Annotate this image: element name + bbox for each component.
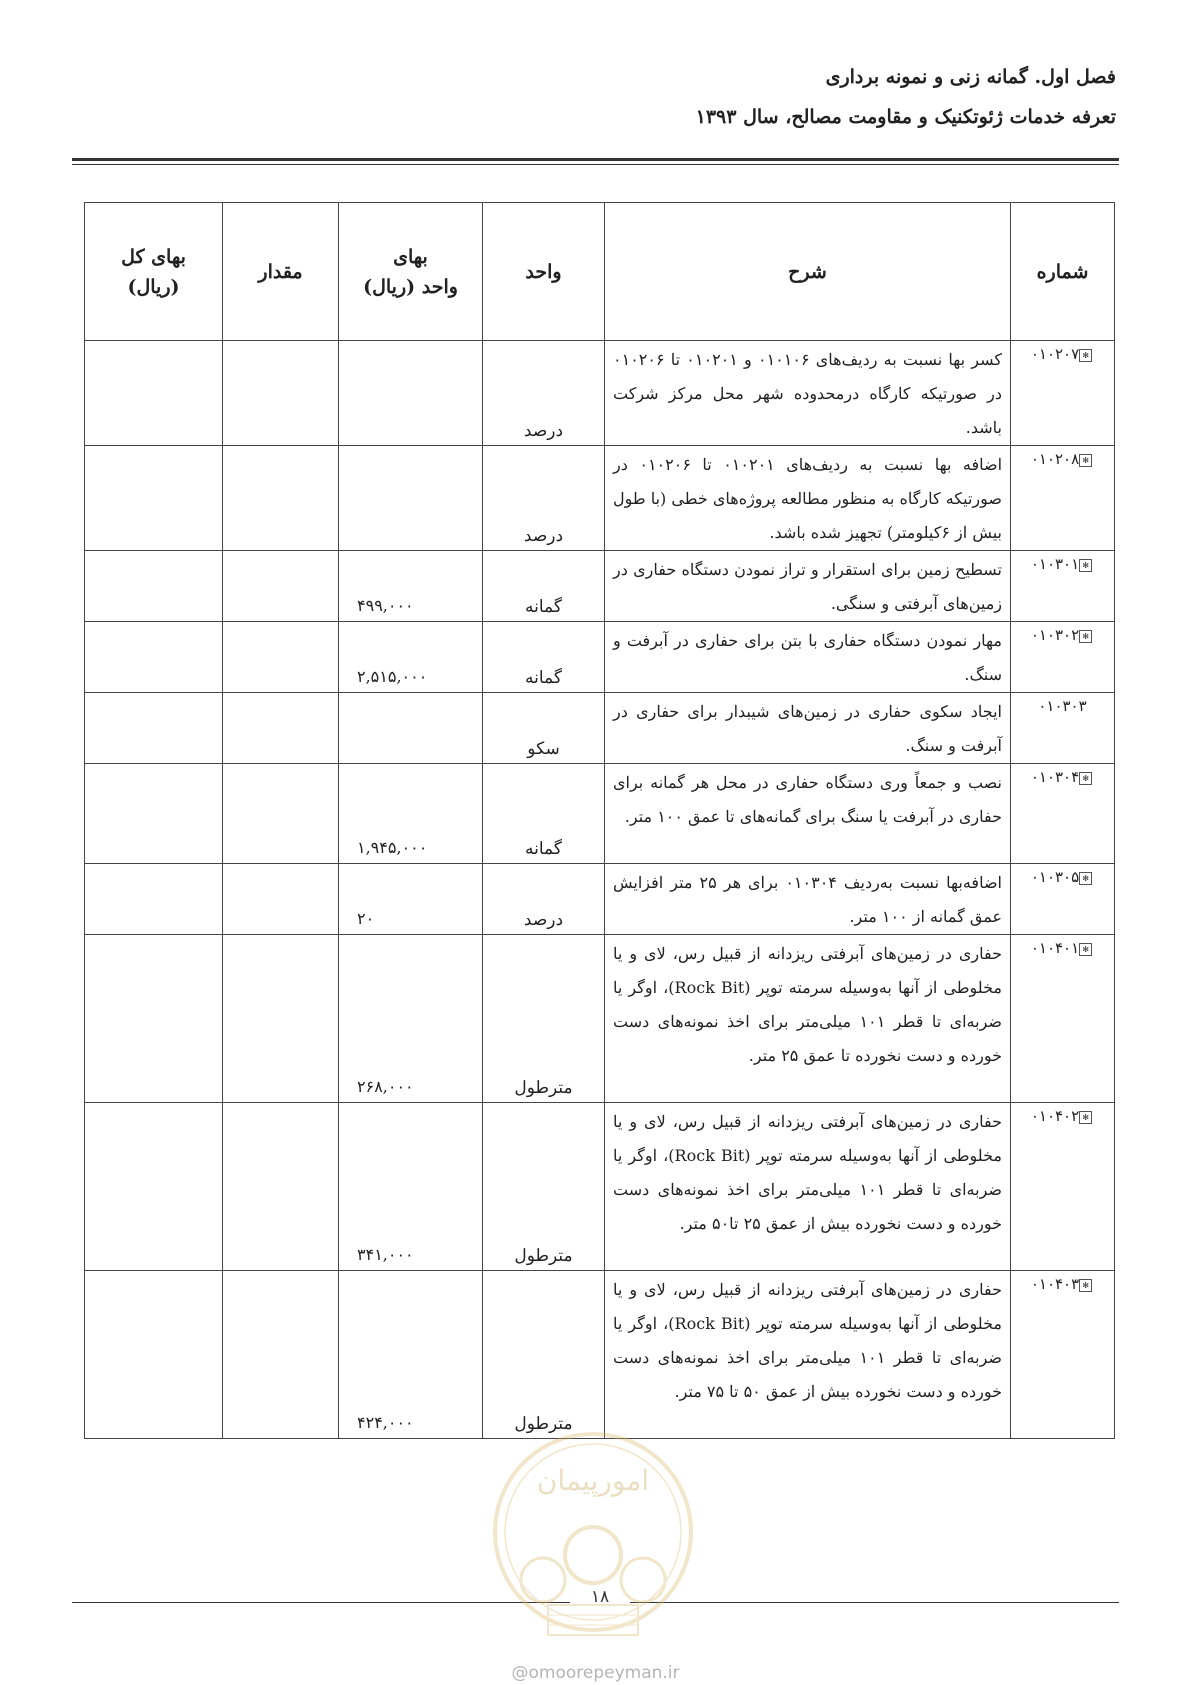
header-unit-price-line1: بهای xyxy=(393,245,428,268)
header-quantity: مقدار xyxy=(223,203,339,341)
row-total xyxy=(85,864,223,935)
table-header-row xyxy=(85,203,1115,341)
row-unit: سکو xyxy=(483,693,605,764)
row-quantity xyxy=(223,864,339,935)
row-code-text: ۰۱۰۳۰۱ xyxy=(1030,555,1080,573)
seal-text: امورپیمان xyxy=(536,1464,650,1497)
header-total xyxy=(85,203,223,341)
header-total-line1: بهای کل xyxy=(121,245,186,268)
row-description: تسطیح زمین برای استقرار و تراز نمودن دستگاه حفاری در زمین‌های آبرفتی و سنگی. xyxy=(605,551,1011,622)
table-row xyxy=(85,1271,1115,1439)
row-quantity xyxy=(223,764,339,864)
row-code xyxy=(1011,446,1115,551)
table-row xyxy=(85,622,1115,693)
row-description: مهار نمودن دستگاه حفاری با بتن برای حفاری در آبرفت و سنگ. xyxy=(605,622,1011,693)
header-unit-price-line2: واحد (ریال) xyxy=(363,275,458,298)
row-code xyxy=(1011,1271,1115,1439)
table-row xyxy=(85,1103,1115,1271)
row-total xyxy=(85,1271,223,1439)
row-description: حفاری در زمین‌های آبرفتی ریزدانه از قبیل رس، لای و یا مخلوطی از آنها به‌وسیله سرمته توپر (Rock Bit)، اوگر یا ضربه‌ای تا قطر ۱۰۱ میلی‌متر برای اخذ نمونه‌های دست خورده و دست نخورده بیش از عمق ۵۰ تا ۷۵ متر. xyxy=(605,1271,1011,1439)
page-number: ۱۸ xyxy=(570,1587,630,1607)
row-unit-price xyxy=(339,341,483,446)
row-quantity xyxy=(223,935,339,1103)
row-code-text: ۰۱۰۳۰۳ xyxy=(1038,697,1087,715)
table-row xyxy=(85,446,1115,551)
table-row xyxy=(85,764,1115,864)
header-total-line2: (ریال) xyxy=(127,275,180,298)
row-unit-price: ۲۰ xyxy=(339,864,483,935)
row-description: نصب و جمعاً وری دستگاه حفاری در محل هر گمانه برای حفاری در آبرفت یا سنگ برای گمانه‌های تا عمق ۱۰۰ متر. xyxy=(605,764,1011,864)
header-unit-price xyxy=(339,203,483,341)
row-marker-icon: ✻ xyxy=(1079,772,1092,785)
row-marker-icon: ✻ xyxy=(1079,349,1092,362)
row-unit: مترطول xyxy=(483,935,605,1103)
row-total xyxy=(85,693,223,764)
row-code xyxy=(1011,341,1115,446)
watermark-url: @omoorepeyman.ir xyxy=(511,1663,680,1683)
row-marker-icon: ✻ xyxy=(1079,1279,1092,1292)
header-rule-thick xyxy=(72,158,1119,161)
row-marker-icon: ✻ xyxy=(1079,454,1092,467)
row-code-text: ۰۱۰۳۰۵ xyxy=(1030,868,1080,886)
row-code-text: ۰۱۰۴۰۲ xyxy=(1030,1107,1080,1125)
row-quantity xyxy=(223,1271,339,1439)
row-unit-price: ۴۹۹,۰۰۰ xyxy=(339,551,483,622)
table-row xyxy=(85,935,1115,1103)
row-marker-icon: ✻ xyxy=(1079,630,1092,643)
row-unit: گمانه xyxy=(483,551,605,622)
row-code-text: ۰۱۰۴۰۱ xyxy=(1030,939,1080,957)
row-code-text: ۰۱۰۳۰۲ xyxy=(1030,626,1080,644)
row-code-text: ۰۱۰۲۰۸ xyxy=(1030,450,1080,468)
tariff-table xyxy=(84,202,1115,1439)
header-description: شرح xyxy=(605,203,1011,341)
row-unit-price xyxy=(339,446,483,551)
row-marker-icon: ✻ xyxy=(1079,559,1092,572)
row-unit: درصد xyxy=(483,341,605,446)
row-unit: درصد xyxy=(483,864,605,935)
page-header xyxy=(75,60,1116,134)
row-marker-icon: ✻ xyxy=(1079,1111,1092,1124)
row-code xyxy=(1011,935,1115,1103)
row-unit: گمانه xyxy=(483,622,605,693)
row-quantity xyxy=(223,446,339,551)
row-description: اضافه بها نسبت به ردیف‌های ۰۱۰۲۰۱ تا ۰۱۰۲۰۶ در صورتیکه کارگاه به منظور مطالعه پروژه‌های خطی (با طول بیش از ۶کیلومتر) تجهیز شده باشد. xyxy=(605,446,1011,551)
row-code-text: ۰۱۰۲۰۷ xyxy=(1030,345,1080,363)
row-description: کسر بها نسبت به ردیف‌های ۰۱۰۱۰۶ و ۰۱۰۲۰۱ تا ۰۱۰۲۰۶ در صورتیکه کارگاه درمحدوده شهر محل مرکز شرکت باشد. xyxy=(605,341,1011,446)
row-quantity xyxy=(223,622,339,693)
chapter-title: فصل اول. گمانه زنی و نمونه برداری xyxy=(825,66,1116,88)
header-unit: واحد xyxy=(483,203,605,341)
row-unit-price: ۲,۵۱۵,۰۰۰ xyxy=(339,622,483,693)
row-unit-price: ۱,۹۴۵,۰۰۰ xyxy=(339,764,483,864)
row-quantity xyxy=(223,1103,339,1271)
row-marker-icon: ✻ xyxy=(1079,872,1092,885)
row-description: حفاری در زمین‌های آبرفتی ریزدانه از قبیل رس، لای و یا مخلوطی از آنها به‌وسیله سرمته توپر (Rock Bit)، اوگر یا ضربه‌ای تا قطر ۱۰۱ میلی‌متر برای اخذ نمونه‌های دست خورده و دست نخورده تا عمق ۲۵ متر. xyxy=(605,935,1011,1103)
row-code xyxy=(1011,1103,1115,1271)
row-code xyxy=(1011,764,1115,864)
row-unit: درصد xyxy=(483,446,605,551)
row-code xyxy=(1011,864,1115,935)
header-number: شماره xyxy=(1011,203,1115,341)
row-unit-price: ۴۲۴,۰۰۰ xyxy=(339,1271,483,1439)
row-code-text: ۰۱۰۴۰۳ xyxy=(1030,1275,1080,1293)
header-rule-thin xyxy=(72,164,1119,165)
table-row xyxy=(85,341,1115,446)
row-unit-price: ۳۴۱,۰۰۰ xyxy=(339,1103,483,1271)
row-code xyxy=(1011,693,1115,764)
row-total xyxy=(85,622,223,693)
row-unit: گمانه xyxy=(483,764,605,864)
row-total xyxy=(85,446,223,551)
table-row xyxy=(85,551,1115,622)
row-total xyxy=(85,551,223,622)
table-row xyxy=(85,864,1115,935)
row-total xyxy=(85,341,223,446)
row-description: اضافه‌بها نسبت به‌ردیف ۰۱۰۳۰۴ برای هر ۲۵ متر افزایش عمق گمانه از ۱۰۰ متر. xyxy=(605,864,1011,935)
row-total xyxy=(85,764,223,864)
row-unit-price xyxy=(339,693,483,764)
row-description: حفاری در زمین‌های آبرفتی ریزدانه از قبیل رس، لای و یا مخلوطی از آنها به‌وسیله سرمته توپر (Rock Bit)، اوگر یا ضربه‌ای تا قطر ۱۰۱ میلی‌متر برای اخذ نمونه‌های دست خورده و دست نخورده بیش از عمق ۲۵ تا۵۰ متر. xyxy=(605,1103,1011,1271)
row-code xyxy=(1011,622,1115,693)
row-code-text: ۰۱۰۳۰۴ xyxy=(1030,768,1080,786)
row-quantity xyxy=(223,341,339,446)
row-code xyxy=(1011,551,1115,622)
row-quantity xyxy=(223,551,339,622)
row-unit: مترطول xyxy=(483,1271,605,1439)
table-row xyxy=(85,693,1115,764)
row-description: ایجاد سکوی حفاری در زمین‌های شیبدار برای حفاری در آبرفت و سنگ. xyxy=(605,693,1011,764)
row-unit: مترطول xyxy=(483,1103,605,1271)
row-total xyxy=(85,935,223,1103)
document-title: تعرفه خدمات ژئوتکنیک و مقاومت مصالح، سال ۱۳۹۳ xyxy=(695,106,1116,128)
row-quantity xyxy=(223,693,339,764)
seal-watermark xyxy=(488,1420,698,1650)
row-total xyxy=(85,1103,223,1271)
row-unit-price: ۲۶۸,۰۰۰ xyxy=(339,935,483,1103)
row-marker-icon: ✻ xyxy=(1079,943,1092,956)
